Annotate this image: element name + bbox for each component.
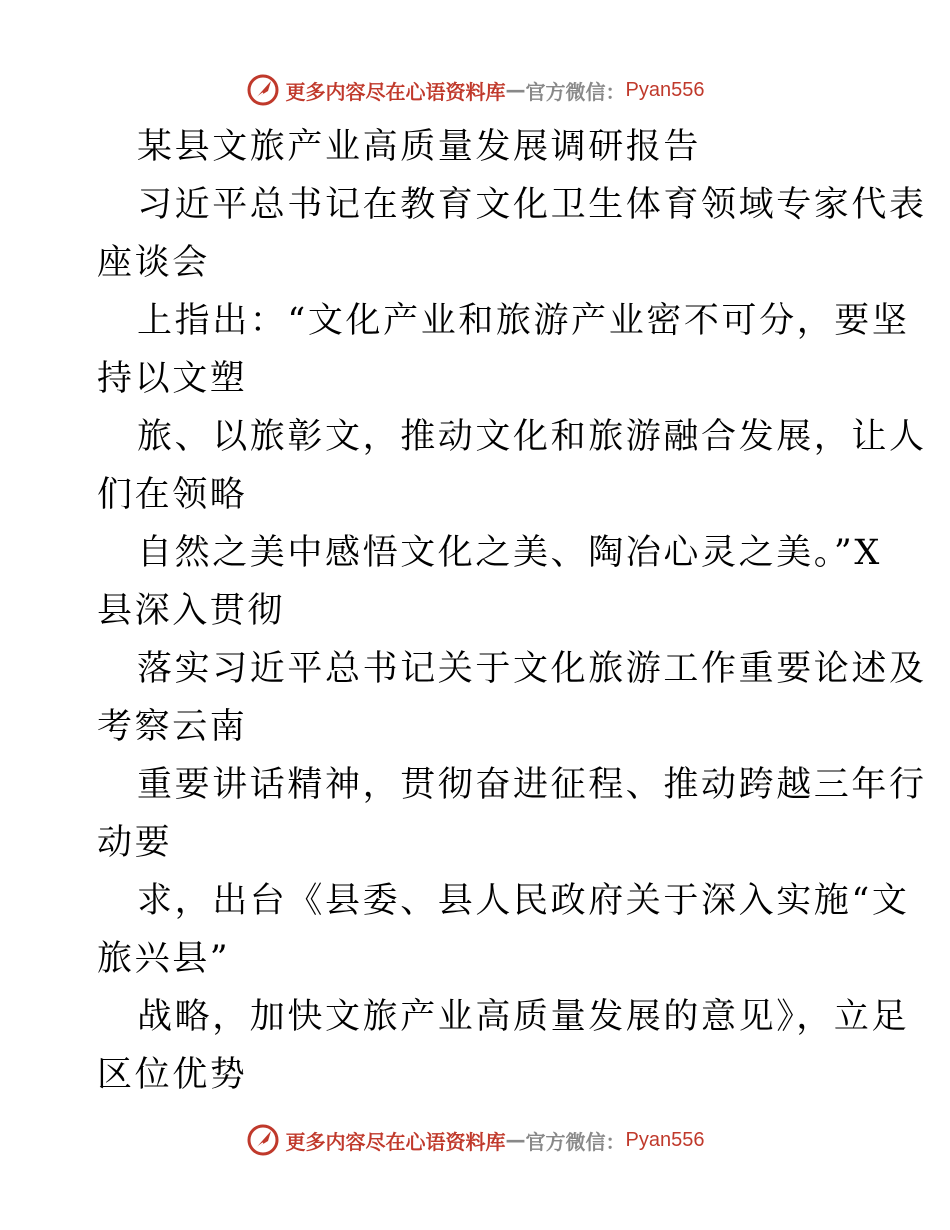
document-body bbox=[97, 118, 927, 1104]
document-line: 上指出：“文化产业和旅游产业密不可分，要坚 bbox=[137, 301, 910, 341]
document-line: 县深入贯彻 bbox=[97, 591, 286, 631]
feather-seal-icon bbox=[246, 73, 280, 107]
document-line: 旅兴县” bbox=[97, 939, 231, 979]
document-line: 考察云南 bbox=[97, 707, 248, 747]
document-line: 重要讲话精神，贯彻奋进征程、推动跨越三年行 bbox=[137, 765, 927, 805]
watermark-wechat-id: Pyan556 bbox=[625, 1128, 705, 1151]
watermark-separator: — bbox=[505, 1128, 526, 1152]
footer-watermark bbox=[0, 1120, 950, 1160]
document-line: 战略，加快文旅产业高质量发展的意见》，立足 bbox=[137, 997, 910, 1037]
feather-seal-icon bbox=[246, 1123, 280, 1157]
document-line: 座谈会 bbox=[97, 243, 210, 283]
document-line: 习近平总书记在教育文化卫生体育领域专家代表 bbox=[137, 185, 927, 225]
document-line: 持以文塑 bbox=[97, 359, 248, 399]
watermark-separator: — bbox=[505, 78, 526, 102]
document-line: 旅、以旅彰文，推动文化和旅游融合发展，让人 bbox=[137, 417, 927, 457]
document-line: 求，出台《县委、县人民政府关于深入实施“文 bbox=[137, 881, 910, 921]
document-line: 某县文旅产业高质量发展调研报告 bbox=[137, 127, 702, 167]
document-line: 们在领略 bbox=[97, 475, 248, 515]
watermark-official-label: 官方微信： bbox=[525, 1129, 626, 1154]
header-watermark bbox=[0, 70, 950, 110]
watermark-official-label: 官方微信： bbox=[525, 79, 626, 104]
watermark-main-text: 更多内容尽在心语资料库 bbox=[285, 1129, 506, 1154]
document-line: 落实习近平总书记关于文化旅游工作重要论述及 bbox=[137, 649, 927, 689]
watermark-wechat-id: Pyan556 bbox=[625, 78, 705, 101]
document-line: 区位优势 bbox=[97, 1055, 248, 1095]
document-line: 动要 bbox=[97, 823, 173, 863]
document-line: 自然之美中感悟文化之美、陶冶心灵之美。”X bbox=[137, 533, 882, 573]
watermark-main-text: 更多内容尽在心语资料库 bbox=[285, 79, 506, 104]
